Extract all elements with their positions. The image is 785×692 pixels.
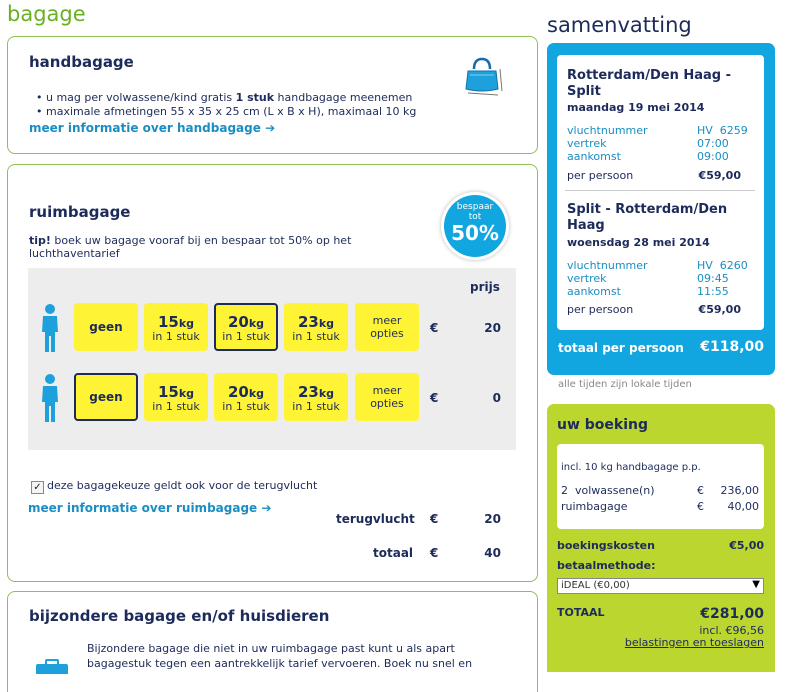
hold-info-link[interactable] [28, 501, 271, 515]
hand-bullet-2-text: maximale afmetingen 55 x 35 x 25 cm (L x B x H), maximaal 10 kg [46, 105, 417, 118]
flight-route [567, 202, 727, 234]
luggage-grid [28, 268, 516, 450]
flightnumber-label: vluchtnummer [567, 259, 648, 272]
booking-costs-value: €5,00 [729, 539, 764, 552]
flight-date: maandag 19 mei 2014 [567, 101, 705, 114]
adults-amount: 236,00 [720, 484, 759, 497]
payment-label: betaalmethode: [557, 559, 656, 572]
booking-lines [557, 444, 764, 529]
option-sub: in 1 stuk [292, 400, 340, 413]
option-none-selected[interactable] [74, 373, 138, 421]
option-more-line1: meer [372, 314, 402, 327]
hand-bullet-1-bold: 1 stuk [235, 91, 275, 104]
booking-title: uw boeking [557, 417, 649, 433]
flight-date: woensdag 28 mei 2014 [567, 236, 710, 249]
flights-box [557, 55, 764, 330]
arrival-value: 11:55 [697, 285, 729, 298]
tip-rest: boek uw bagage vooraf bij en bespaar tot 50% op het [50, 234, 352, 247]
departure-value: 07:00 [697, 137, 729, 150]
row-price: 20 [484, 321, 501, 335]
special-text-2: bagagestuk tegen een aantrekkelijk tarief vervoeren. Boek nu snel en [87, 657, 473, 670]
bullet-dot: • [36, 105, 46, 118]
option-more[interactable] [355, 303, 419, 351]
special-luggage-card [7, 591, 538, 692]
payment-select[interactable] [557, 578, 764, 594]
total-incl: incl. €96,56 [699, 624, 764, 637]
tip-text [29, 234, 389, 260]
divider [565, 190, 755, 191]
arrow-right-icon: ➔ [261, 501, 272, 515]
option-weight: 23 [297, 383, 319, 401]
incl-hand-luggage: incl. 10 kg handbagage p.p. [561, 462, 701, 473]
return-checkbox[interactable]: ✓ [31, 481, 44, 494]
option-weight: 15 [157, 313, 179, 331]
total-per-person-label: totaal per persoon [558, 341, 684, 355]
per-person-label: per persoon [567, 169, 634, 182]
hand-info-link-text[interactable]: meer informatie over handbagage [29, 121, 261, 135]
hold-currency: € [697, 500, 704, 513]
return-label: terugvlucht [336, 512, 415, 526]
handbag-icon [462, 55, 504, 101]
suitcase-icon [34, 658, 70, 678]
option-more-line1: meer [372, 384, 402, 397]
total-value: €281,00 [700, 606, 764, 622]
adults-currency: € [697, 484, 704, 497]
row-price: 0 [492, 391, 501, 405]
savings-badge [444, 195, 506, 257]
arrival-label: aankomst [567, 150, 621, 163]
option-20kg[interactable] [214, 373, 278, 421]
arrival-value: 09:00 [697, 150, 729, 163]
price-header: prijs [470, 280, 500, 294]
booking-costs-label: boekingskosten [557, 539, 655, 552]
return-currency: € [430, 512, 439, 526]
hand-bullet-2 [36, 105, 416, 118]
option-weight: 23 [297, 313, 319, 331]
option-23kg[interactable] [284, 373, 348, 421]
adults-label: 2 volwassene(n) [561, 484, 655, 497]
option-sub: in 1 stuk [222, 330, 270, 343]
page-title: bagage [7, 2, 86, 26]
hold-amount: 40,00 [727, 500, 759, 513]
flightnumber-value: HV 6259 [697, 124, 748, 137]
option-sub: in 1 stuk [222, 400, 270, 413]
arrow-right-icon: ➔ [265, 121, 276, 135]
option-sub: in 1 stuk [152, 330, 200, 343]
local-times-note: alle tijden zijn lokale tijden [558, 379, 692, 390]
taxes-link[interactable]: belastingen en toeslagen [624, 636, 764, 649]
savings-badge-pct: 50% [451, 221, 499, 245]
savings-badge-line1: bespaar [456, 202, 494, 212]
option-unit: kg [248, 387, 265, 400]
option-more-line2: opties [370, 397, 404, 410]
flight-route-line1: Rotterdam/Den Haag - [567, 68, 732, 83]
hand-luggage-title: handbagage [29, 53, 134, 71]
option-more-line2: opties [370, 327, 404, 340]
payment-select-value: iDEAL (€0,00) [561, 580, 630, 591]
option-20kg-selected[interactable] [214, 303, 278, 351]
per-person-label: per persoon [567, 303, 634, 316]
option-unit: kg [318, 387, 335, 400]
per-person-price: €59,00 [698, 169, 741, 182]
option-sub: in 1 stuk [292, 330, 340, 343]
option-unit: kg [178, 387, 195, 400]
option-weight: 20 [227, 383, 249, 401]
flight-route [567, 68, 731, 100]
option-none[interactable] [74, 303, 138, 351]
hand-bullet-1-text: u mag per volwassene/kind gratis [46, 91, 236, 104]
arrival-label: aankomst [567, 285, 621, 298]
chevron-down-icon: ▼ [752, 579, 760, 590]
hand-bullet-1-rest: handbagage meenemen [274, 91, 413, 104]
hand-info-link[interactable] [29, 121, 275, 135]
flight-route-line2: Split [567, 84, 601, 99]
booking-panel [547, 404, 775, 672]
return-checkbox-label[interactable]: deze bagagekeuze geldt ook voor de terugvlucht [47, 479, 318, 492]
hand-bullet-1 [36, 91, 412, 104]
option-label: geen [89, 320, 123, 334]
total-label: totaal [373, 546, 414, 560]
option-weight: 20 [227, 313, 249, 331]
option-23kg[interactable] [284, 303, 348, 351]
flight-route-line1: Split - Rotterdam/Den [567, 202, 728, 217]
row-currency: € [430, 391, 439, 405]
hand-luggage-card [7, 36, 538, 154]
hold-info-link-text[interactable]: meer informatie over ruimbagage [28, 501, 258, 515]
option-15kg[interactable] [144, 303, 208, 351]
flightnumber-value: HV 6260 [697, 259, 748, 272]
total-price: 40 [484, 546, 501, 560]
option-more[interactable] [355, 373, 419, 421]
option-unit: kg [248, 317, 265, 330]
total-label: TOTAAL [557, 606, 605, 619]
per-person-price: €59,00 [698, 303, 741, 316]
flightnumber-label: vluchtnummer [567, 124, 648, 137]
departure-value: 09:45 [697, 272, 729, 285]
special-title: bijzondere bagage en/of huisdieren [29, 607, 330, 625]
return-price: 20 [484, 512, 501, 526]
total-per-person-value: €118,00 [700, 339, 764, 355]
option-unit: kg [178, 317, 195, 330]
savings-badge-line2: tot [468, 212, 482, 222]
tip-line2: luchthaventarief [29, 247, 120, 260]
departure-label: vertrek [567, 137, 607, 150]
summary-title: samenvatting [547, 13, 692, 37]
option-unit: kg [318, 317, 335, 330]
tip-label: tip! [29, 234, 51, 247]
flight-route-line2: Haag [567, 218, 605, 233]
row-currency: € [430, 321, 439, 335]
summary-panel [547, 43, 775, 375]
person-icon [40, 374, 60, 426]
option-sub: in 1 stuk [152, 400, 200, 413]
hold-label: ruimbagage [561, 500, 628, 513]
person-icon [40, 304, 60, 356]
hold-luggage-title: ruimbagage [29, 203, 131, 221]
departure-label: vertrek [567, 272, 607, 285]
total-currency: € [430, 546, 439, 560]
bullet-dot: • [36, 91, 46, 104]
option-weight: 15 [157, 383, 179, 401]
option-label: geen [89, 390, 123, 404]
special-text-1: Bijzondere bagage die niet in uw ruimbagage past kunt u als apart [87, 642, 455, 655]
option-15kg[interactable] [144, 373, 208, 421]
